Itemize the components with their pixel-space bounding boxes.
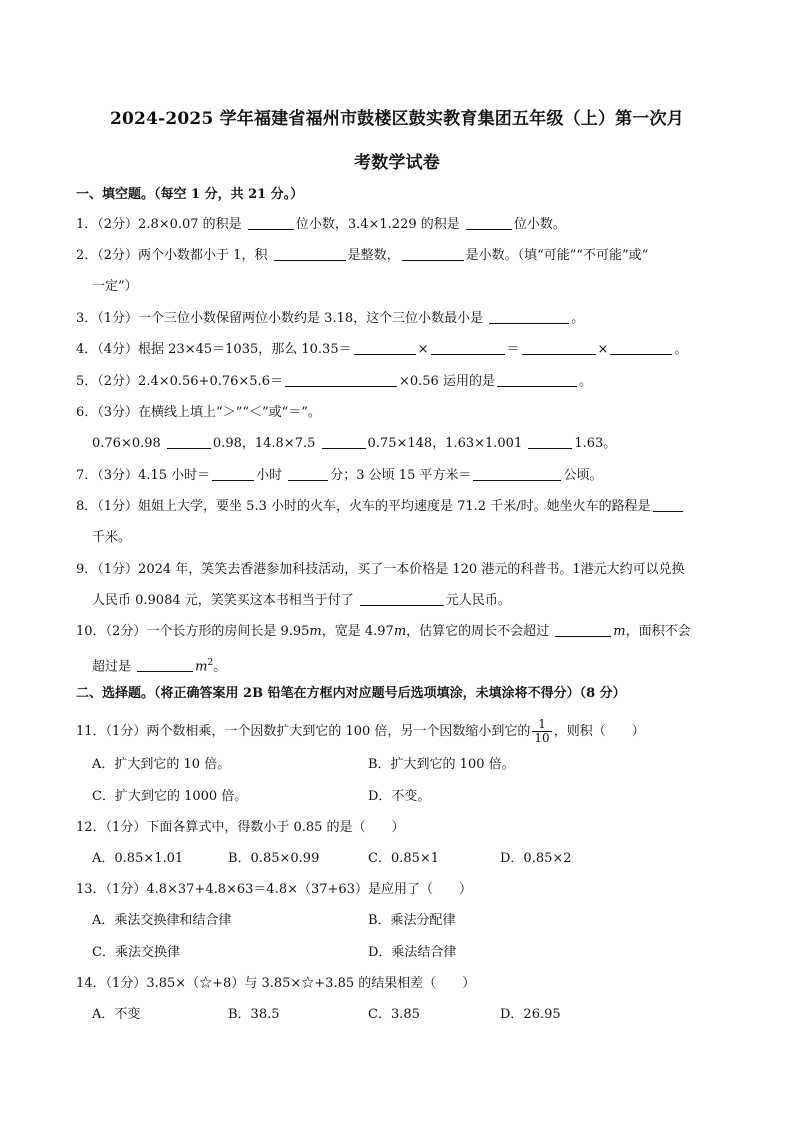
q11-text: 11．（1分）两个数相乘，一个因数扩大到它的 100 倍，另一个因数缩小到它的 bbox=[76, 724, 531, 739]
q13-option-a[interactable]: A．乘法交换律和结合律 bbox=[92, 913, 232, 928]
q5-blank-2[interactable] bbox=[497, 373, 577, 387]
exam-title-line1: 2024-2025 学年福建省福州市鼓楼区鼓实教育集团五年级（上）第一次月 bbox=[109, 109, 684, 129]
question-11 bbox=[76, 718, 734, 745]
q4-text-2: × bbox=[417, 342, 429, 357]
q3-text-2: 。 bbox=[571, 311, 585, 326]
q6-item-3: 0.75×148，1.63×1.001 bbox=[367, 436, 527, 451]
q11-option-a[interactable]: A．扩大到它的 10 倍。 bbox=[92, 757, 231, 772]
q7-text-2: 小时 bbox=[256, 468, 287, 483]
q2-blank-1[interactable] bbox=[274, 247, 346, 261]
q4-blank-4[interactable] bbox=[610, 341, 672, 355]
q7-blank-3[interactable] bbox=[473, 467, 561, 481]
question-14: 14．（1分）3.85×（☆+8）与 3.85×☆+3.85 的结果相差（ ） bbox=[76, 976, 476, 991]
q3-blank[interactable] bbox=[489, 310, 569, 324]
q1-text: 1．（2分）2.8×0.07 的积是 bbox=[76, 217, 246, 232]
q7-text-4: 公顷。 bbox=[563, 468, 603, 483]
q5-text-2: ×0.56 运用的是 bbox=[398, 374, 495, 389]
q10-text-5: 超过是 bbox=[92, 659, 136, 675]
question-9-cont bbox=[92, 592, 734, 610]
question-12: 12．（1分）下面各算式中，得数小于 0.85 的是（ ） bbox=[76, 820, 405, 835]
q9-text-2: 人民币 0.9084 元，笑笑买这本书相当于付了 bbox=[92, 593, 358, 608]
question-10 bbox=[76, 623, 734, 641]
q1-text-2: 位小数，3.4×1.229 的积是 bbox=[295, 217, 464, 232]
question-6-items bbox=[92, 435, 734, 453]
question-13: 13．（1分）4.8×37+4.8×63＝4.8×（37+63）是应用了（ ） bbox=[76, 882, 472, 897]
q14-option-d[interactable]: D．26.95 bbox=[500, 1007, 561, 1022]
q2-text-3: 是小数。（填“可能”“不可能”或“ bbox=[465, 248, 649, 263]
question-10-cont bbox=[92, 654, 734, 676]
q8-text: 8．（1分）姐姐上大学，要坐 5.3 小时的火车，火车的平均速度是 71.2 千米/时。她坐火车的路程是 bbox=[76, 499, 651, 514]
q10-text-6: 。 bbox=[213, 659, 227, 675]
q14-option-a[interactable]: A．不变 bbox=[92, 1007, 141, 1022]
q10-text-2: ，宽是 4.97 bbox=[321, 624, 394, 639]
q7-text-3: 分；3 公顷 15 平方米＝ bbox=[330, 468, 472, 483]
q12-option-b[interactable]: B．0.85×0.99 bbox=[228, 851, 320, 866]
q4-text-3: ＝ bbox=[506, 342, 520, 357]
q4-text-4: × bbox=[597, 342, 609, 357]
q11-text-2: ，则积（ ） bbox=[553, 724, 645, 739]
question-5 bbox=[76, 373, 734, 391]
q14-option-c[interactable]: C．3.85 bbox=[368, 1007, 420, 1022]
question-8-cont: 千米。 bbox=[92, 530, 132, 545]
q6-item-1: 0.76×0.98 bbox=[92, 436, 165, 451]
q12-option-c[interactable]: C．0.85×1 bbox=[368, 851, 440, 866]
q10-unit-1: m bbox=[309, 624, 322, 639]
q11-option-d[interactable]: D．不变。 bbox=[368, 789, 431, 804]
q7-text: 7．（3分）4.15 小时＝ bbox=[76, 468, 211, 483]
q2-text-2: 是整数， bbox=[347, 248, 400, 263]
q5-text: 5．（2分）2.4×0.56+0.76×5.6＝ bbox=[76, 374, 283, 389]
exam-title-line2: 考数学试卷 bbox=[354, 153, 440, 173]
q4-text: 4．（4分）根据 23×45＝1035，那么 10.35＝ bbox=[76, 342, 352, 357]
fraction-denominator: 10 bbox=[534, 731, 550, 745]
q2-blank-2[interactable] bbox=[402, 247, 464, 261]
section-fill-in-header: 一、填空题。（每空 1 分，共 21 分。） bbox=[76, 187, 304, 202]
q10-superscript: 2 bbox=[207, 658, 214, 668]
q11-option-c[interactable]: C．扩大到它的 1000 倍。 bbox=[92, 789, 248, 804]
q5-text-3: 。 bbox=[578, 374, 592, 389]
q11-fraction bbox=[532, 718, 551, 745]
q4-blank-3[interactable] bbox=[522, 341, 596, 355]
q13-option-b[interactable]: B．乘法分配律 bbox=[368, 913, 456, 928]
question-3 bbox=[76, 310, 734, 328]
q4-blank-1[interactable] bbox=[354, 341, 416, 355]
q8-blank[interactable] bbox=[653, 498, 683, 512]
q11-option-b[interactable]: B．扩大到它的 100 倍。 bbox=[368, 757, 515, 772]
q6-blank-3[interactable] bbox=[528, 435, 572, 449]
question-6: 6．（3分）在横线上填上“＞”“＜”或“＝”。 bbox=[76, 405, 321, 420]
q12-option-a[interactable]: A．0.85×1.01 bbox=[92, 851, 184, 866]
q9-text-3: 元人民币。 bbox=[445, 593, 511, 608]
question-2-cont: 一定”） bbox=[92, 279, 138, 294]
section-choice-header: 二、选择题。（将正确答案用 2B 铅笔在方框内对应题号后选项填涂，未填涂将不得分）（8 分） bbox=[76, 686, 626, 701]
q4-blank-2[interactable] bbox=[431, 341, 505, 355]
q12-option-d[interactable]: D．0.85×2 bbox=[500, 851, 572, 866]
q10-blank-1[interactable] bbox=[555, 623, 611, 637]
q13-option-c[interactable]: C．乘法交换律 bbox=[92, 945, 180, 960]
question-8 bbox=[76, 498, 734, 516]
q2-text: 2．（2分）两个小数都小于 1，积 bbox=[76, 248, 272, 263]
q1-blank-1[interactable] bbox=[248, 216, 294, 230]
q4-text-5: 。 bbox=[674, 342, 688, 357]
q9-blank[interactable] bbox=[360, 592, 444, 606]
q10-text: 10．（2分）一个长方形的房间长是 9.95 bbox=[76, 624, 310, 639]
q3-text: 3．（1分）一个三位小数保留两位小数约是 3.18，这个三位小数最小是 bbox=[76, 311, 488, 326]
question-9: 9．（1分）2024 年，笑笑去香港参加科技活动，买了一本价格是 120 港元的科普书。1港元大约可以兑换 bbox=[76, 562, 685, 577]
q7-blank-1[interactable] bbox=[212, 467, 254, 481]
question-2 bbox=[76, 247, 734, 265]
q6-item-2: 0.98，14.8×7.5 bbox=[212, 436, 320, 451]
question-7 bbox=[76, 467, 734, 485]
question-1 bbox=[76, 216, 734, 234]
q7-blank-2[interactable] bbox=[288, 467, 328, 481]
q10-unit-2: m bbox=[393, 624, 407, 639]
q10-unit-3: m bbox=[613, 624, 626, 639]
question-4 bbox=[76, 341, 734, 359]
q10-blank-2[interactable] bbox=[137, 658, 193, 672]
q5-blank-1[interactable] bbox=[285, 373, 397, 387]
q1-blank-2[interactable] bbox=[466, 216, 512, 230]
q13-option-d[interactable]: D．乘法结合律 bbox=[368, 945, 457, 960]
q10-text-3: ，估算它的周长不会超过 bbox=[406, 624, 554, 639]
fraction-numerator: 1 bbox=[532, 718, 551, 732]
q6-blank-2[interactable] bbox=[322, 435, 366, 449]
q6-blank-1[interactable] bbox=[167, 435, 211, 449]
q14-option-b[interactable]: B．38.5 bbox=[228, 1007, 280, 1022]
q1-text-3: 位小数。 bbox=[513, 217, 566, 232]
q10-unit-4: m bbox=[195, 659, 208, 675]
q6-item-4: 1.63。 bbox=[574, 436, 617, 451]
q10-text-4: ，面积不会 bbox=[625, 624, 691, 639]
